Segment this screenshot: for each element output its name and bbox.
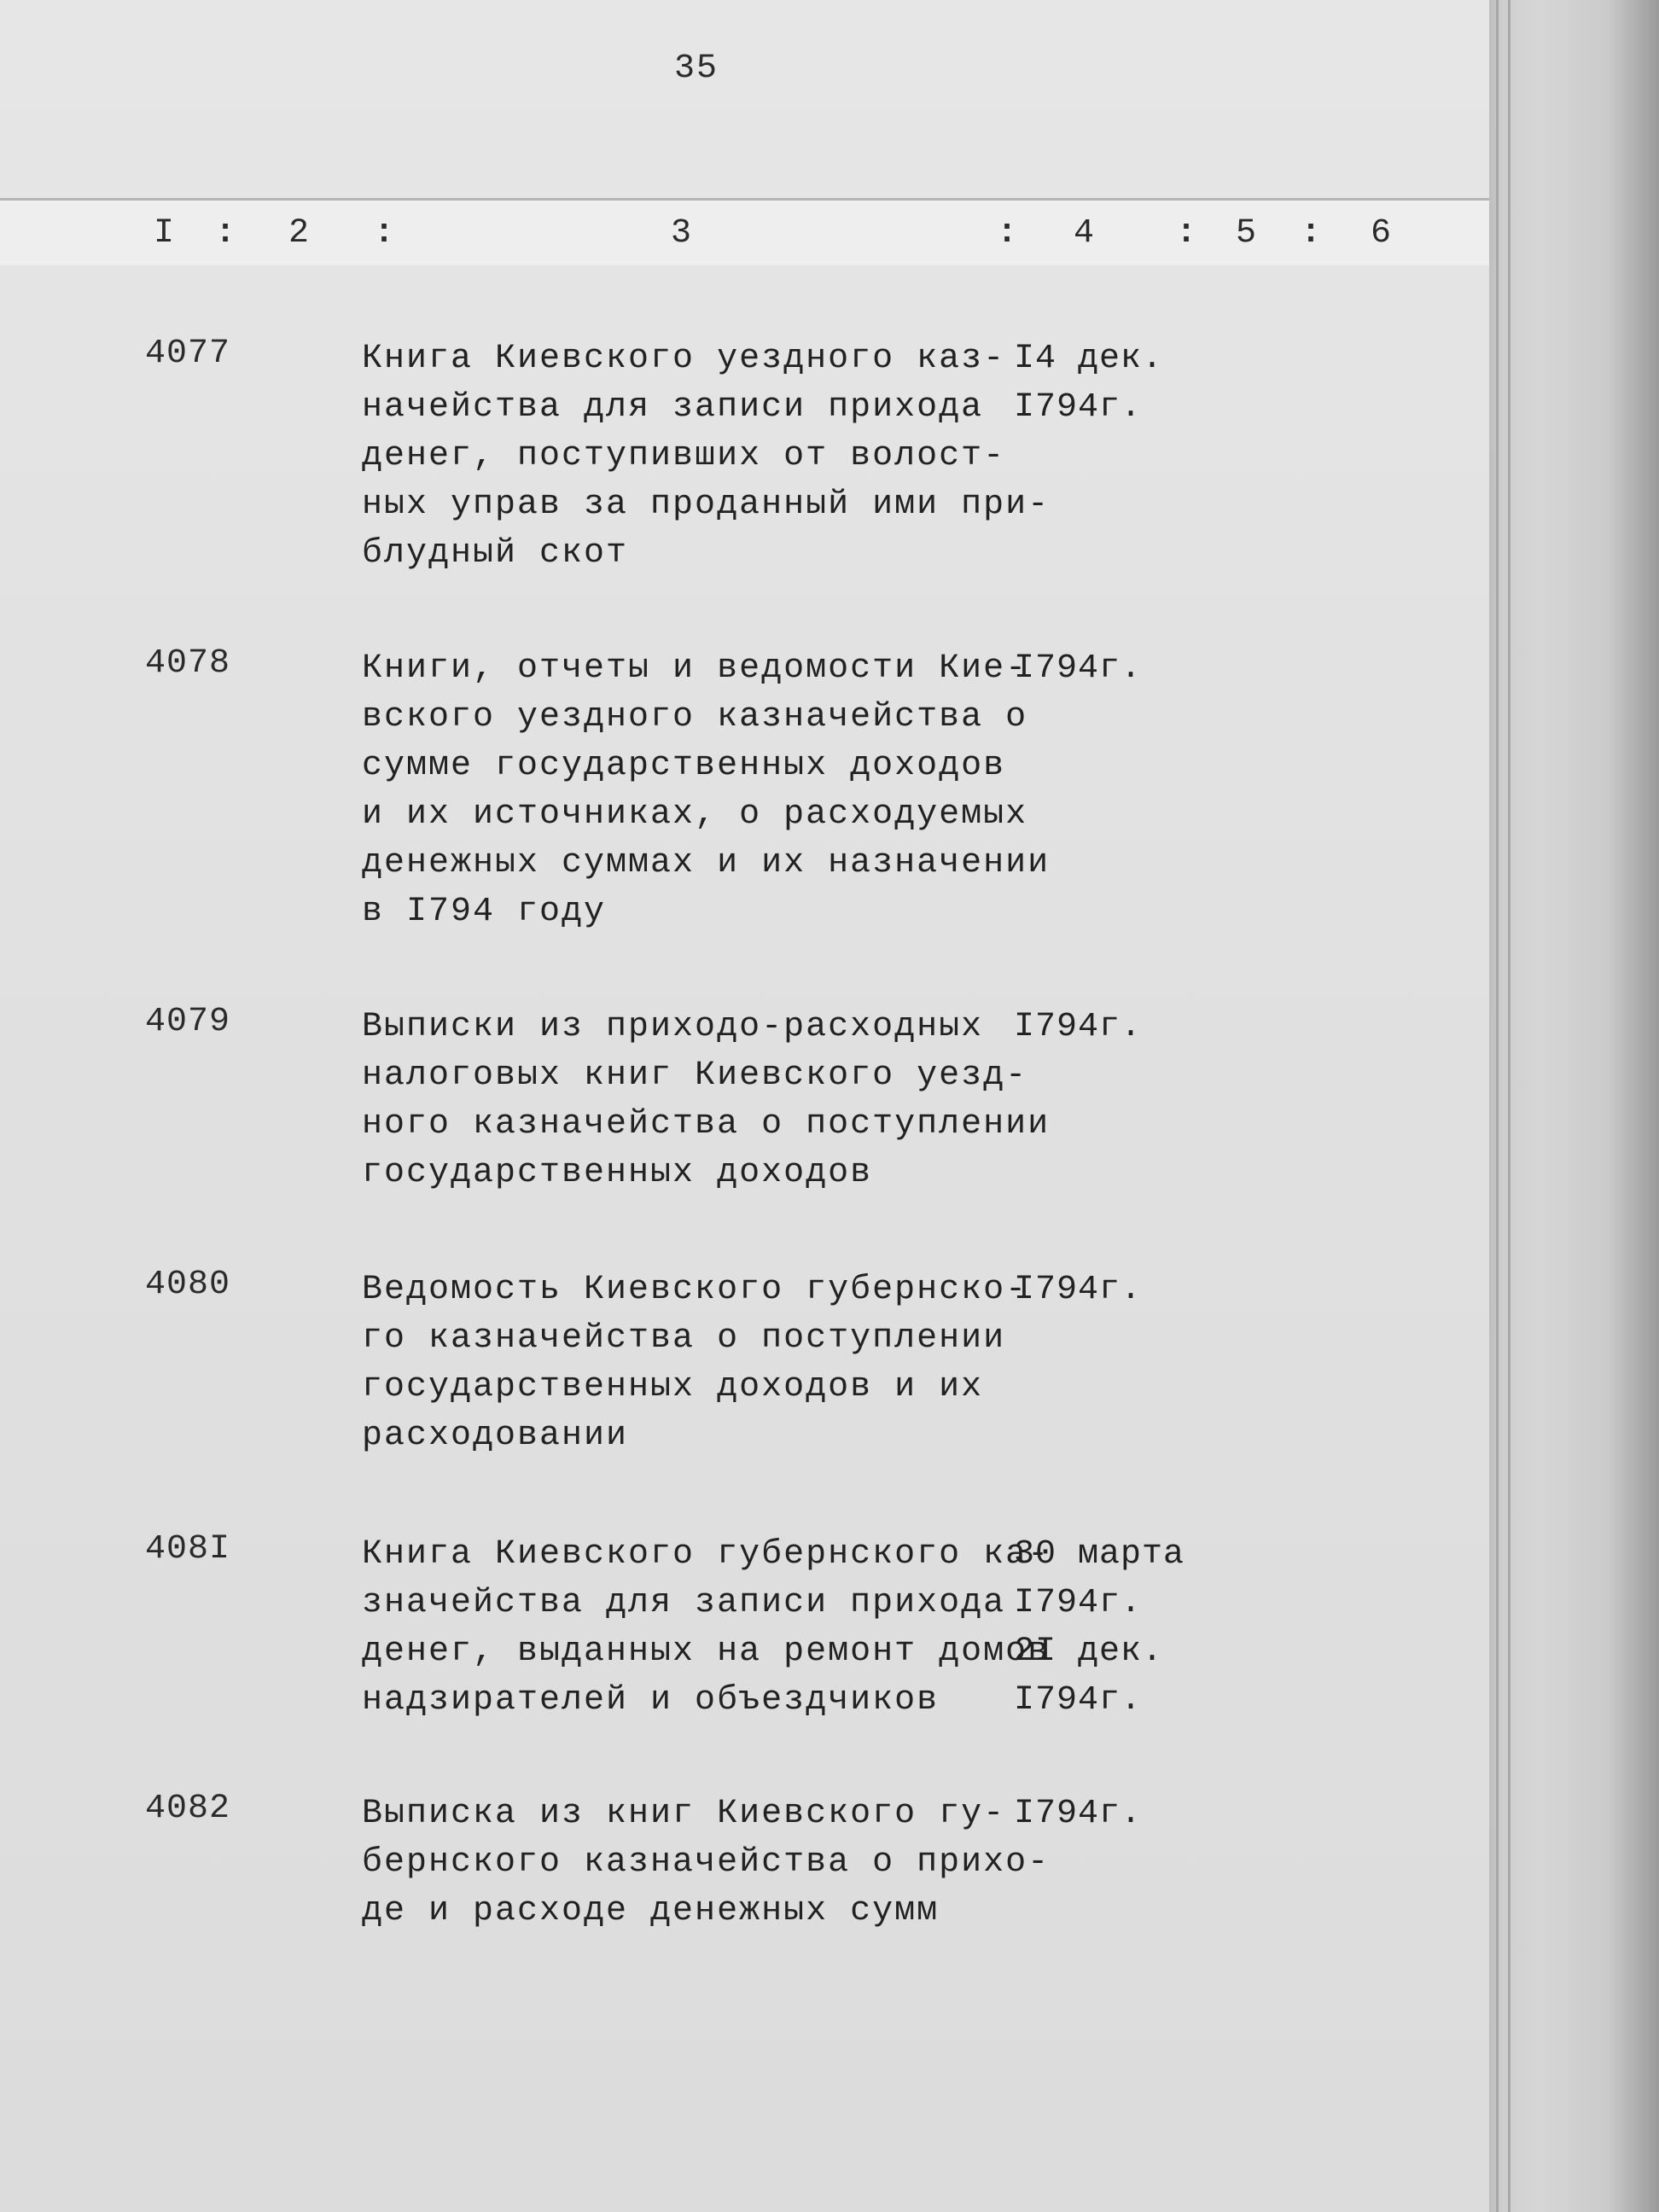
description-line: бернского казначейства о прихо-: [362, 1843, 1051, 1882]
date-line: I794г.: [1014, 1681, 1143, 1720]
entry-date: [1014, 1790, 1219, 1838]
date-line: 2I дек.: [1014, 1633, 1164, 1671]
date-line: I794г.: [1014, 649, 1143, 688]
entry-number: 408I: [145, 1530, 231, 1569]
column-separator: :: [374, 214, 395, 253]
date-line: I794г.: [1014, 1584, 1143, 1622]
page-edge-line: [1508, 0, 1511, 2212]
entry-date: [1014, 644, 1219, 693]
description-line: Выписки из приходо-расходных: [362, 1008, 984, 1046]
entry-date: [1014, 1003, 1219, 1051]
description-line: налоговых книг Киевского уезд-: [362, 1057, 1028, 1095]
description-line: блудный скот: [362, 534, 629, 573]
column-header-4: 4: [1074, 214, 1095, 253]
description-line: го казначейства о поступлении: [362, 1319, 1006, 1358]
description-line: сумме государственных доходов: [362, 747, 1006, 785]
column-header-row: [0, 198, 1489, 265]
column-header-3: 3: [671, 214, 692, 253]
stacked-pages-edge: [1489, 0, 1659, 2212]
description-line: государственных доходов: [362, 1154, 873, 1192]
date-line: I794г.: [1014, 1008, 1143, 1046]
entry-description: [362, 1530, 1051, 1725]
description-line: денег, выданных на ремонт домов: [362, 1633, 1051, 1671]
entry-description: [362, 644, 1051, 936]
description-line: государственных доходов и их: [362, 1368, 984, 1406]
description-line: расходовании: [362, 1417, 629, 1455]
entry-description: [362, 1003, 1051, 1197]
description-line: Книги, отчеты и ведомости Кие-: [362, 649, 1028, 688]
entry-number: 4080: [145, 1266, 231, 1304]
column-separator: :: [1301, 214, 1322, 253]
date-line: 30 марта: [1014, 1535, 1185, 1574]
entry-date: [1014, 1530, 1219, 1725]
description-line: ных управ за проданный ими при-: [362, 486, 1051, 524]
description-line: начейства для записи прихода: [362, 388, 984, 427]
description-line: вского уездного казначейства о: [362, 698, 1028, 736]
entry-number: 4078: [145, 644, 231, 683]
entry-number: 4077: [145, 335, 231, 373]
description-line: Ведомость Киевского губернско-: [362, 1271, 1028, 1309]
entry-date: [1014, 335, 1219, 432]
description-line: Выписка из книг Киевского гу-: [362, 1795, 1006, 1833]
description-line: денег, поступивших от волост-: [362, 437, 1006, 475]
description-line: надзирателей и объездчиков: [362, 1681, 940, 1720]
description-line: де и расходе денежных сумм: [362, 1892, 940, 1930]
page-edge-line: [1496, 0, 1499, 2212]
entry-number: 4082: [145, 1790, 231, 1828]
entry-description: [362, 1266, 1028, 1460]
description-line: в I794 году: [362, 893, 607, 931]
column-separator: :: [1176, 214, 1197, 253]
column-header-1: I: [154, 214, 175, 253]
page-number: 35: [674, 49, 719, 88]
entry-description: [362, 1790, 1051, 1936]
entry-description: [362, 335, 1051, 578]
date-line: I4 дек.: [1014, 340, 1164, 378]
description-line: денежных суммах и их назначении: [362, 844, 1051, 882]
entry-number: 4079: [145, 1003, 231, 1041]
column-separator: :: [997, 214, 1018, 253]
description-line: значейства для записи прихода: [362, 1584, 1006, 1622]
entry-date: [1014, 1266, 1219, 1314]
description-line: Книга Киевского губернского ка-: [362, 1535, 1051, 1574]
date-line: I794г.: [1014, 388, 1143, 427]
column-separator: :: [215, 214, 236, 253]
description-line: и их источниках, о расходуемых: [362, 795, 1028, 834]
date-line: I794г.: [1014, 1795, 1143, 1833]
column-header-6: 6: [1371, 214, 1392, 253]
column-header-2: 2: [288, 214, 310, 253]
date-line: I794г.: [1014, 1271, 1143, 1309]
description-line: Книга Киевского уездного каз-: [362, 340, 1006, 378]
column-header-5: 5: [1236, 214, 1257, 253]
description-line: ного казначейства о поступлении: [362, 1105, 1051, 1144]
